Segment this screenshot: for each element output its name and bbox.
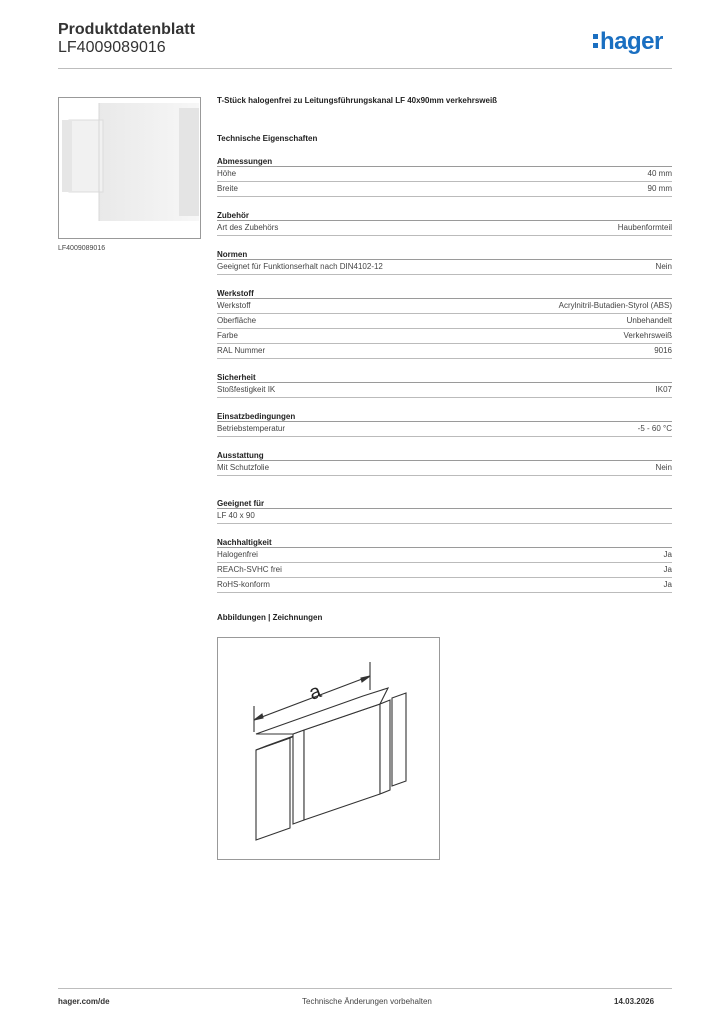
spec-section <box>217 451 672 476</box>
spec-value: Unbehandelt <box>626 316 672 325</box>
section-heading: Zubehör <box>217 211 249 220</box>
spec-value: Nein <box>655 463 672 472</box>
spec-value: 40 mm <box>647 169 672 178</box>
spec-value: IK07 <box>655 385 672 394</box>
section-heading: Nachhaltigkeit <box>217 538 272 547</box>
section-heading: Sicherheit <box>217 373 256 382</box>
product-image <box>58 97 201 239</box>
spec-row <box>217 314 672 329</box>
product-photo-icon <box>59 98 200 238</box>
product-title: T-Stück halogenfrei zu Leitungsführungskanal LF 40x90mm verkehrsweiß <box>217 96 498 105</box>
spec-value: Ja <box>663 565 672 574</box>
spec-row <box>217 167 672 182</box>
spec-label: Halogenfrei <box>217 550 258 559</box>
spec-row <box>217 383 672 398</box>
spec-label: Geeignet für Funktionserhalt nach DIN4102-12 <box>217 262 383 271</box>
brand-logo[interactable] <box>593 28 663 56</box>
footer-date: 14.03.2026 <box>614 997 655 1006</box>
spec-label: Oberfläche <box>217 316 257 325</box>
spec-row <box>217 548 672 563</box>
spec-section <box>217 211 672 236</box>
spec-label: REACh-SVHC frei <box>217 565 282 574</box>
spec-value: Verkehrsweiß <box>623 331 672 340</box>
header-divider <box>58 68 672 69</box>
image-caption: LF4009089016 <box>58 245 106 252</box>
spec-content <box>217 96 672 622</box>
page-title: Produktdatenblatt <box>58 21 195 38</box>
spec-row <box>217 509 672 524</box>
spec-label: RoHS-konform <box>217 580 270 589</box>
spec-value: Ja <box>663 550 672 559</box>
tee-drawing-icon <box>218 638 439 859</box>
spec-section <box>217 289 672 359</box>
spec-row <box>217 422 672 437</box>
spec-label: Mit Schutzfolie <box>217 463 270 472</box>
spec-value: Haubenformteil <box>617 223 672 232</box>
spec-row <box>217 578 672 593</box>
spec-value: 90 mm <box>647 184 672 193</box>
spec-label: Höhe <box>217 169 237 178</box>
section-heading: Abmessungen <box>217 157 273 166</box>
spec-label: RAL Nummer <box>217 346 266 355</box>
spec-section <box>217 538 672 593</box>
spec-value: 9016 <box>654 346 672 355</box>
spec-section <box>217 499 672 524</box>
spec-row <box>217 299 672 314</box>
spec-label: Breite <box>217 184 238 193</box>
spec-label: Stoßfestigkeit IK <box>217 385 276 394</box>
spec-value: Nein <box>655 262 672 271</box>
footer-divider <box>58 988 672 989</box>
article-number: LF4009089016 <box>58 39 166 56</box>
spec-row <box>217 344 672 359</box>
section-heading: Einsatzbedingungen <box>217 412 296 421</box>
section-heading: Ausstattung <box>217 451 264 460</box>
spec-section <box>217 373 672 398</box>
spec-label: Betriebstemperatur <box>217 424 286 433</box>
spec-row <box>217 182 672 197</box>
spec-label: Art des Zubehörs <box>217 223 279 232</box>
spec-sections <box>217 157 672 476</box>
tech-heading: Technische Eigenschaften <box>217 134 318 143</box>
spec-section <box>217 157 672 197</box>
footer-disclaimer: Technische Änderungen vorbehalten <box>302 997 432 1006</box>
spec-label: LF 40 x 90 <box>217 511 255 520</box>
drawings-heading: Abbildungen | Zeichnungen <box>217 613 323 622</box>
spec-row <box>217 461 672 476</box>
spec-value: Acrylnitril-Butadien-Styrol (ABS) <box>558 301 672 310</box>
dimension-label: a <box>306 680 325 705</box>
spec-label: Werkstoff <box>217 301 251 310</box>
suitable-section <box>217 499 672 524</box>
spec-section <box>217 412 672 437</box>
section-heading: Werkstoff <box>217 289 254 298</box>
spec-value: -5 - 60 °C <box>637 424 672 433</box>
spec-value: Ja <box>663 580 672 589</box>
section-heading: Geeignet für <box>217 499 265 508</box>
technical-drawing <box>217 637 440 860</box>
spec-section <box>217 250 672 275</box>
section-heading: Normen <box>217 250 248 259</box>
spec-label: Farbe <box>217 331 238 340</box>
spec-row <box>217 260 672 275</box>
logo-text: hager <box>600 28 663 55</box>
spec-row <box>217 329 672 344</box>
sustainability-section <box>217 538 672 593</box>
spec-row <box>217 221 672 236</box>
footer-website-link[interactable]: hager.com/de <box>58 997 110 1006</box>
spec-row <box>217 563 672 578</box>
logo-dots-icon <box>593 32 598 50</box>
